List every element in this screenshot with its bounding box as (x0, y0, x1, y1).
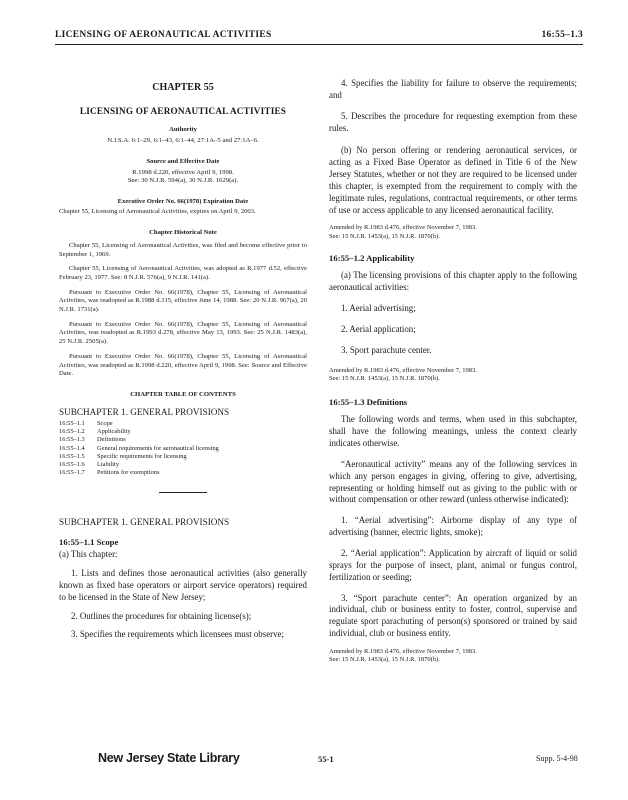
toc-row (59, 445, 307, 453)
historical-note-4: Pursuant to Executive Order No. 66(1978), Chapter 55, Licensing of Aeronautical Activities, was readopted as R.1993 d.278, effective May 13, 1993. See: 25 N.J.R. 1483(a), 25 N.J.R. 2505(a). (59, 320, 307, 346)
section-heading-scope: 16:55–1.1 Scope (59, 537, 119, 548)
toc-subchapter: SUBCHAPTER 1. GENERAL PROVISIONS (59, 406, 230, 417)
scope-item-5: 5. Describes the procedure for requesting exemption from these rules. (329, 110, 577, 133)
scope-item-4: 4. Specifies the liability for failure to observe the requirements; and (329, 78, 577, 100)
toc-title: Petitions for exemptions (97, 469, 160, 477)
amendment-see-3: See: 15 N.J.R. 1453(a), 15 N.J.R. 1870(b). (329, 656, 440, 664)
applicability-item-3: 3. Sport parachute center. (341, 344, 432, 355)
left-column (59, 78, 307, 641)
section-divider (159, 492, 207, 493)
historical-note-1: Chapter 55, Licensing of Aeronautical Activities, was filed and become effective prior to September 1, 1969. (59, 241, 307, 258)
toc-number: 16:55–1.4 (59, 444, 85, 452)
page-number: 55-1 (318, 754, 334, 764)
definition-sport-parachute-center: 3. “Sport parachute center”: An operation organized by an individual, club or business entity to foster, control, supervise and regulate sport parachuting of person(s) sponsored or trained by said individual, club or business entity. (329, 592, 577, 639)
definition-aeronautical-activity: “Aeronautical activity” means any of the following services in which any person engages in giving, offering to give, advertising, representing or holding himself out as giving to the public with or without compensation or other reward (unless otherwise indicated): (329, 458, 577, 505)
source-line-1: R.1998 d.220, effective April 9, 1998. (132, 168, 234, 176)
toc-row (59, 436, 307, 444)
historical-note-2: Chapter 55, Licensing of Aeronautical Activities, was adopted as R.1977 d.52, effective February 23, 1977. See: 8 N.J.R. 576(a), 9 N.J.R. 141(a). (59, 265, 307, 281)
scope-item-2: 2. Outlines the procedures for obtaining license(s); (71, 610, 252, 621)
toc-number: 16:55–1.3 (59, 436, 85, 444)
header-rule (55, 44, 583, 45)
paragraph-a: (a) This chapter: (59, 549, 118, 560)
applicability-item-1: 1. Aerial advertising; (341, 303, 416, 313)
amendment-see-2: See: 15 N.J.R. 1453(a), 15 N.J.R. 1870(b). (329, 374, 440, 382)
applicability-item-2: 2. Aerial application; (341, 323, 416, 334)
toc-row (59, 461, 307, 469)
scope-item-3: 3. Specifies the requirements which licensees must observe; (71, 629, 284, 640)
toc-number: 16:55–1.1 (59, 419, 85, 427)
paragraph-b: (b) No person offering or rendering aeronautical services, or acting as a Fixed Base Operator as defined in Title 6 of the New Jersey Statutes, whether or not they are required to be licensed under this chapter, is exempted from the requirement to comply with the legitimate rules, regulations, contractual requirements, or other terms of use or access applicable to any licensed aeronautical facility. (329, 145, 577, 215)
toc-number: 16:55–1.2 (59, 428, 85, 436)
toc-number: 16:55–1.6 (59, 460, 85, 468)
header-title: LICENSING OF AERONAUTICAL ACTIVITIES (55, 30, 272, 40)
toc-row (59, 428, 307, 436)
header-section: 16:55–1.3 (541, 30, 583, 40)
section-heading-definitions: 16:55–1.3 Definitions (329, 397, 408, 408)
section-heading-applicability: 16:55–1.2 Applicability (329, 253, 415, 264)
authority-text: N.J.S.A. 6:1–29, 6:1–43, 6:1–44, 27:1A–5 and 27:1A–6. (107, 137, 259, 144)
historical-note-5: Pursuant to Executive Order No. 66(1978), Chapter 55, Licensing of Aeronautical Activities, was readopted as R.1998 d.220, effective April 9, 1998. See: Source and Effective Date. (59, 352, 307, 378)
amendment-note-3: Amended by R.1983 d.476, effective November 7, 1983. (329, 647, 477, 655)
toc-heading: CHAPTER TABLE OF CONTENTS (130, 390, 236, 398)
running-header (55, 30, 583, 48)
toc-number: 16:55–1.5 (59, 452, 85, 460)
toc-title: Definitions (97, 436, 126, 444)
source-heading: Source and Effective Date (146, 157, 220, 165)
authority-heading: Authority (169, 126, 197, 133)
toc-title: Specific requirements for licensing (97, 452, 187, 460)
historical-note-3: Pursuant to Executive Order No. 66(1978), Chapter 55, Licensing of Aeronautical Activities, was readopted as R.1988 d.315, effective June 14, 1988. See: 20 N.J.R. 967(a), 20 N.J.R. 1731(a). (59, 288, 307, 314)
executive-order-heading: Executive Order No. 66(1978) Expiration Date (117, 198, 249, 206)
executive-order-text: Chapter 55, Licensing of Aeronautical Activities, expires on April 9, 2003. (59, 208, 256, 216)
definition-aerial-application: 2. “Aerial application”: Application by aircraft of liquid or solid sprays for the purpose of insect, plant, animal or fungus control, fertilization or seeding; (329, 548, 577, 582)
definitions-intro: The following words and terms, when used in this subchapter, shall have the following meanings, unless the context clearly indicates otherwise. (329, 414, 577, 449)
toc-row (59, 453, 307, 461)
toc-number: 16:55–1.7 (59, 469, 85, 477)
amendment-note-2: Amended by R.1983 d.476, effective November 7, 1983. (329, 366, 477, 374)
source-line-2: See: 30 N.J.R. 594(a), 30 N.J.R. 1629(a). (127, 177, 239, 185)
supplement-date: Supp. 5-4-98 (536, 754, 578, 763)
library-stamp: New Jersey State Library (98, 751, 240, 765)
subchapter-heading: SUBCHAPTER 1. GENERAL PROVISIONS (59, 517, 230, 528)
toc-row (59, 420, 307, 428)
toc-title: Liability (97, 460, 120, 468)
toc-row (59, 469, 307, 477)
applicability-intro: (a) The licensing provisions of this chapter apply to the following aeronautical activities: (329, 270, 577, 293)
definition-aerial-advertising: 1. “Aerial advertising”: Airborne display of any type of advertising (banner, electric lights, smoke); (329, 515, 577, 538)
table-of-contents (59, 420, 307, 477)
scope-item-1: 1. Lists and defines those aeronautical activities (also generally known as fixed base operators or airport service operators) required to be licensed in the State of New Jersey; (59, 568, 307, 602)
chapter-number: CHAPTER 55 (152, 82, 214, 93)
amendment-see-1: See: 15 N.J.R. 1453(a), 15 N.J.R. 1870(b). (329, 232, 440, 240)
toc-title: General requirements for aeronautical licensing (97, 444, 219, 452)
historical-note-heading: Chapter Historical Note (149, 228, 217, 236)
toc-title: Applicability (97, 428, 131, 436)
right-column (329, 78, 577, 665)
chapter-title: LICENSING OF AERONAUTICAL ACTIVITIES (79, 106, 287, 116)
toc-title: Scope (97, 419, 113, 427)
amendment-note-1: Amended by R.1983 d.476, effective November 7, 1983. (329, 224, 477, 232)
